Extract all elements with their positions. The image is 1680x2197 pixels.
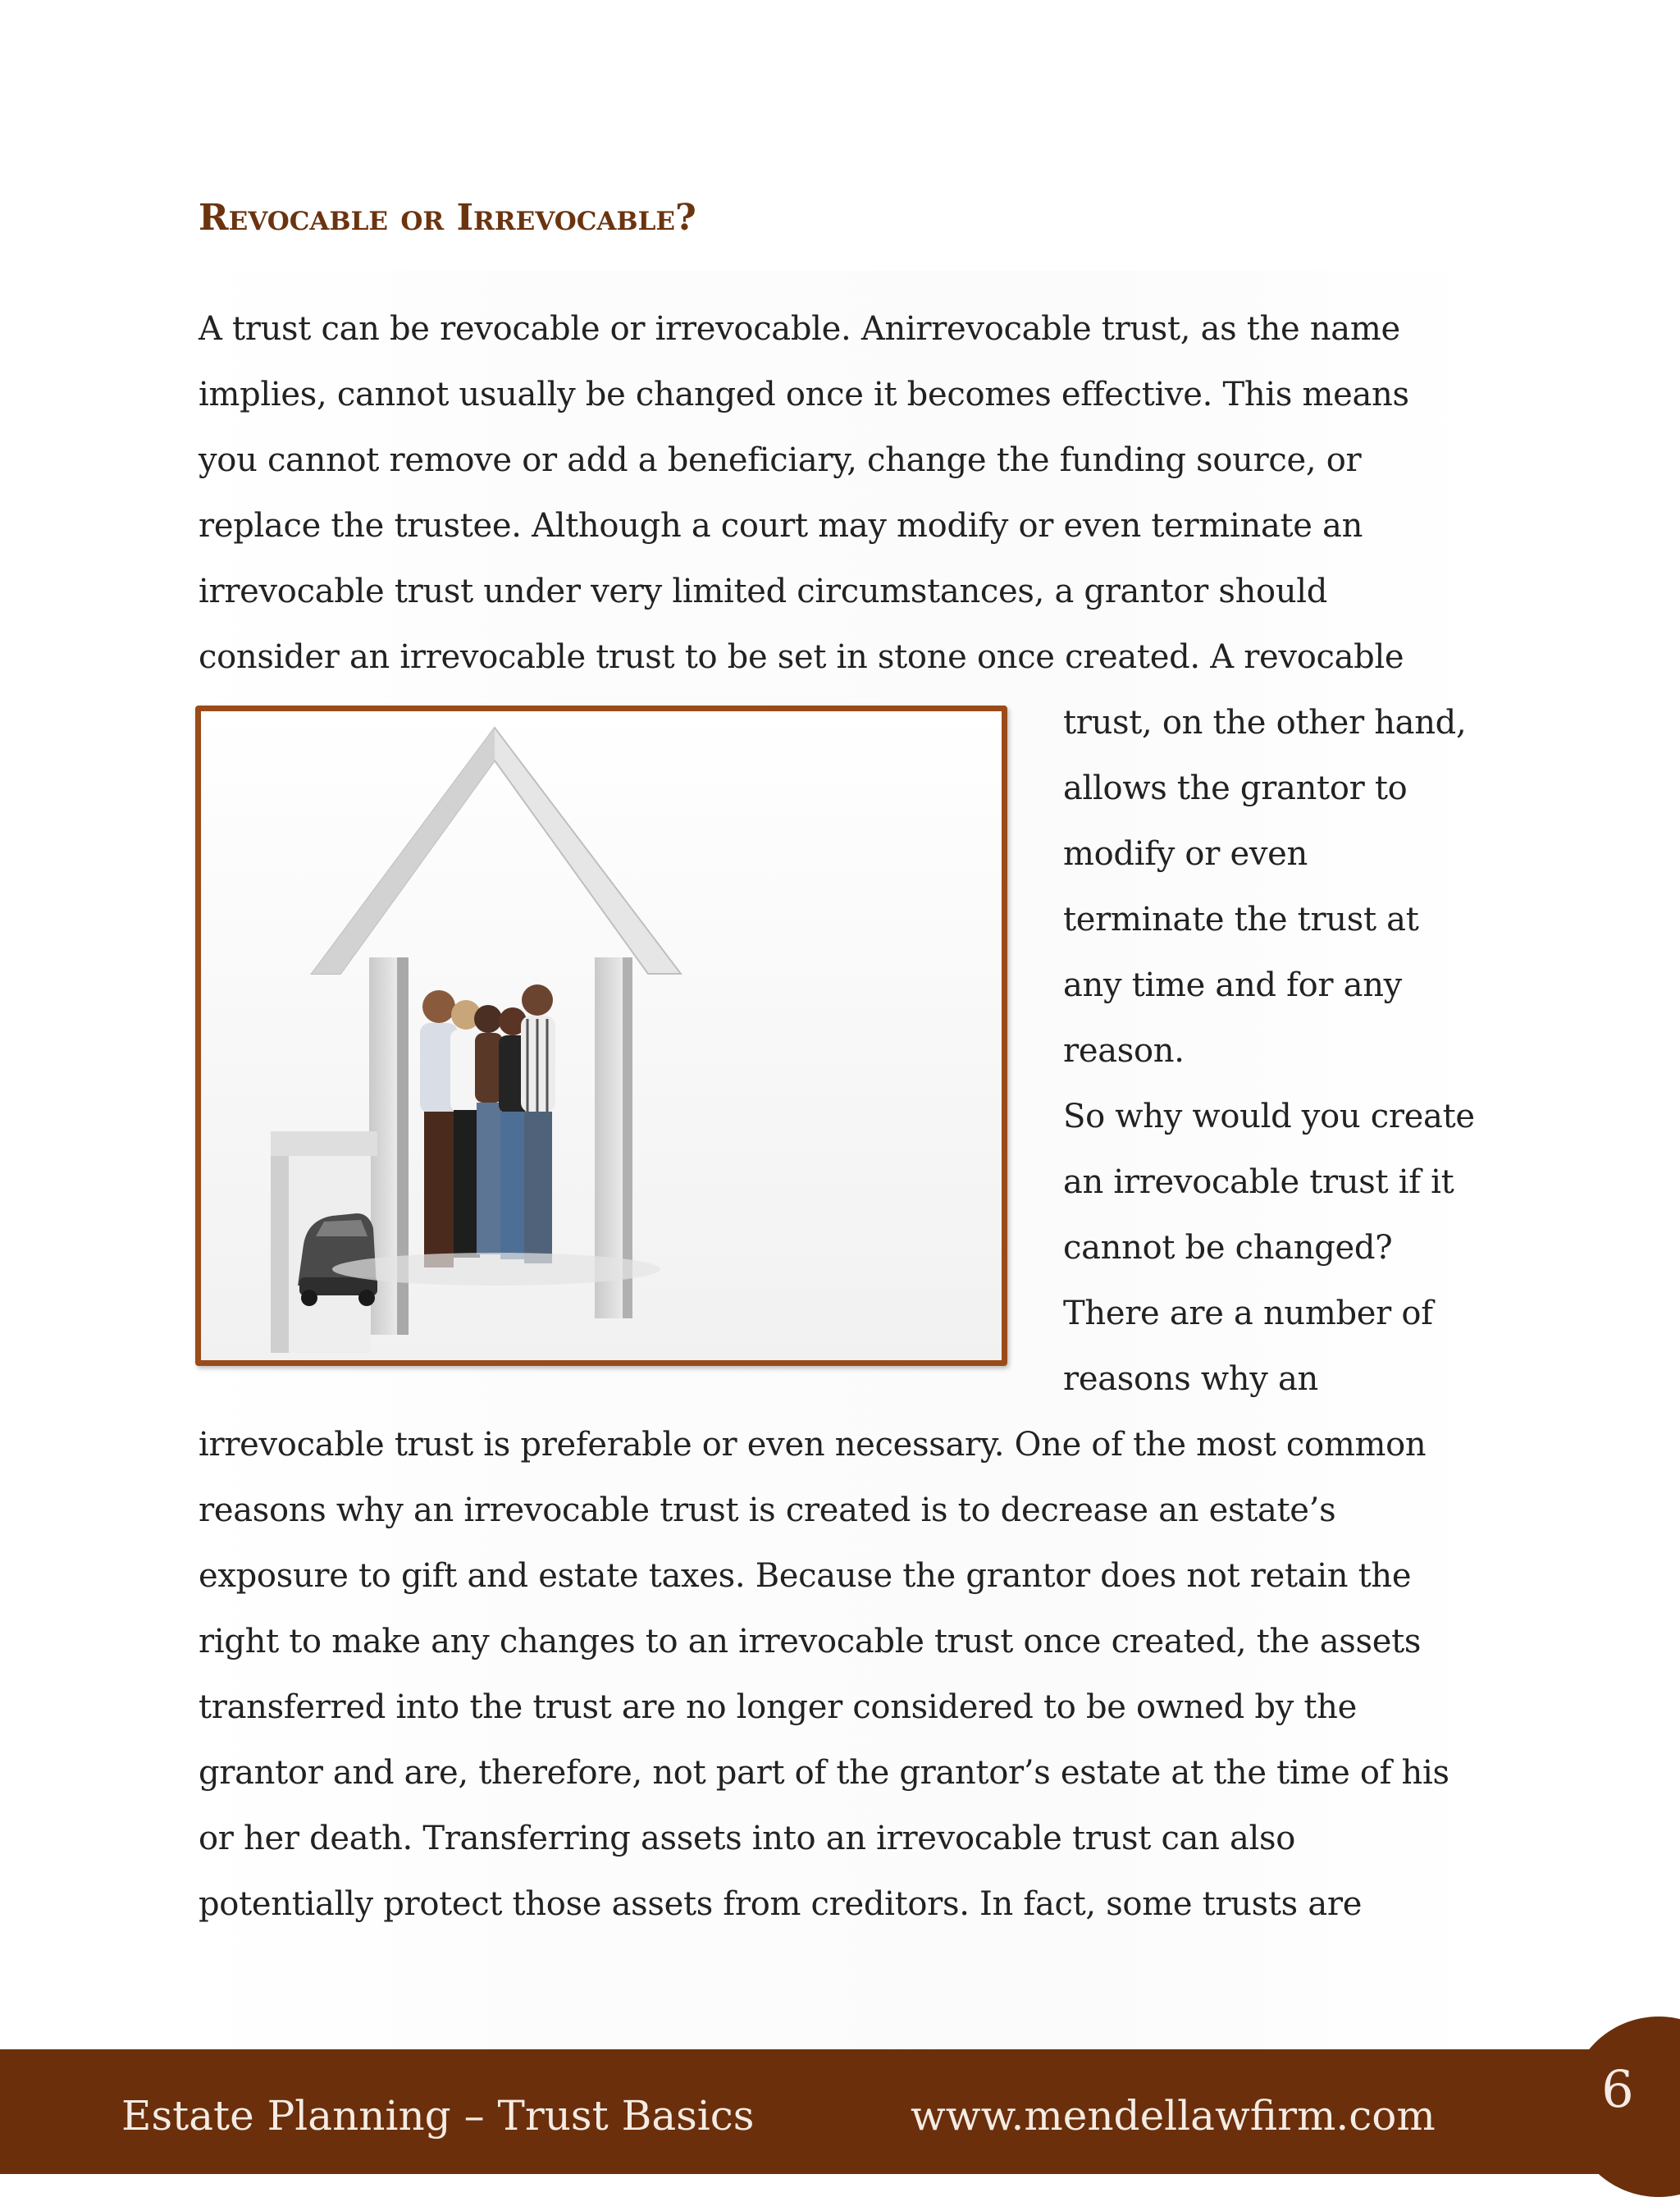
side-line: reason. — [1063, 1032, 1185, 1070]
side-line: cannot be changed? — [1063, 1229, 1393, 1267]
paragraph-line: grantor and are, therefore, not part of the grantor’s estate at the time of his — [199, 1754, 1449, 1792]
side-line: any time and for any — [1063, 966, 1402, 1004]
paragraph-line: irrevocable trust is preferable or even necessary. One of the most common — [199, 1426, 1427, 1464]
side-line: So why would you create — [1063, 1098, 1475, 1135]
paragraph-line: replace the trustee. Although a court may modify or even terminate an — [199, 507, 1363, 545]
paragraph-line: or her death. Transferring assets into an irrevocable trust can also — [199, 1820, 1296, 1857]
side-line: reasons why an — [1063, 1360, 1318, 1398]
side-line: modify or even — [1063, 835, 1308, 873]
side-line: an irrevocable trust if it — [1063, 1163, 1454, 1201]
family-house-photo — [195, 706, 1007, 1366]
paragraph-line: transferred into the trust are no longer considered to be owned by the — [199, 1688, 1357, 1726]
paragraph-line: you cannot remove or add a beneficiary, change the funding source, or — [199, 441, 1362, 479]
paragraph-line: A trust can be revocable or irrevocable. Anirrevocable trust, as the name — [199, 310, 1400, 348]
section-heading: Revocable or Irrevocable? — [199, 197, 696, 239]
side-line: There are a number of — [1063, 1295, 1433, 1332]
paragraph-line: implies, cannot usually be changed once it becomes effective. This means — [199, 376, 1409, 413]
paragraph-line: reasons why an irrevocable trust is created is to decrease an estate’s — [199, 1491, 1336, 1529]
paragraph-line: exposure to gift and estate taxes. Because the grantor does not retain the — [199, 1557, 1412, 1595]
side-line: trust, on the other hand, — [1063, 704, 1467, 742]
page-number: 6 — [1601, 2059, 1634, 2119]
footer-url[interactable]: www.mendellawfirm.com — [911, 2092, 1436, 2140]
paragraph-line: right to make any changes to an irrevocable trust once created, the assets — [199, 1623, 1422, 1660]
footer-title: Estate Planning – Trust Basics — [121, 2092, 755, 2140]
paragraph-line: consider an irrevocable trust to be set in stone once created. A revocable — [199, 638, 1404, 676]
paragraph-line: irrevocable trust under very limited circumstances, a grantor should — [199, 573, 1328, 610]
side-line: allows the grantor to — [1063, 770, 1408, 807]
family-house-illustration — [201, 711, 1002, 1360]
side-line: terminate the trust at — [1063, 901, 1419, 939]
paragraph-line: potentially protect those assets from creditors. In fact, some trusts are — [199, 1885, 1363, 1923]
